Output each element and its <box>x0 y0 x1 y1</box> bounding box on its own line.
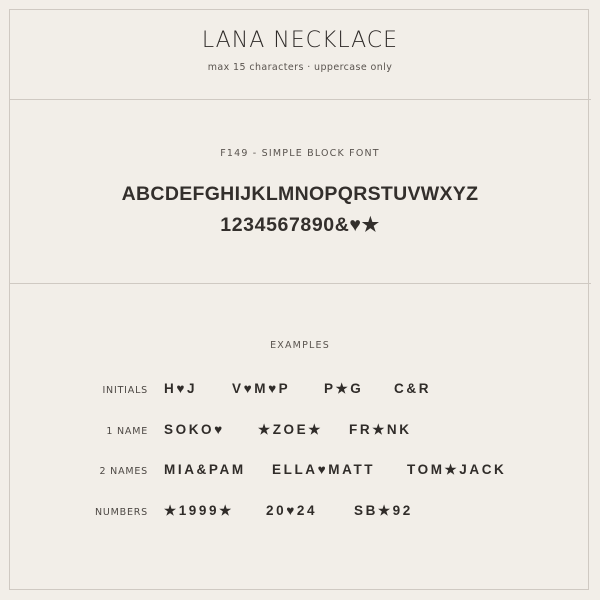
page-subtitle: max 15 characters · uppercase only <box>207 62 393 73</box>
numbers-symbols-sample: 1234567890&♥★ <box>220 214 380 236</box>
example-row-2-names <box>0 462 600 484</box>
example-text: TOM★JACK <box>407 462 507 477</box>
example-text: ★ZOE★ <box>258 422 323 437</box>
divider-middle <box>9 283 591 284</box>
example-text: ELLA♥MATT <box>272 462 376 477</box>
example-text: V♥M♥P <box>232 381 291 396</box>
font-code-label: F149 - SIMPLE BLOCK FONT <box>220 148 380 159</box>
example-text: SB★92 <box>354 503 413 518</box>
examples-heading: EXAMPLES <box>270 340 330 351</box>
example-text: ★1999★ <box>164 503 234 518</box>
example-text: FR★NK <box>349 422 412 437</box>
divider-top <box>9 99 591 100</box>
row-label: 1 NAME <box>106 426 148 437</box>
alphabet-sample: ABCDEFGHIJKLMNOPQRSTUVWXYZ <box>121 183 479 205</box>
example-text: C&R <box>394 381 432 396</box>
row-label: 2 NAMES <box>99 466 148 477</box>
page-title: LANA NECKLACE <box>201 28 399 53</box>
example-text: SOKO♥ <box>164 422 225 437</box>
row-label: INITIALS <box>102 385 148 396</box>
row-label: NUMBERS <box>94 507 148 518</box>
example-row-numbers <box>0 503 600 525</box>
example-text: H♥J <box>164 381 198 396</box>
example-text: MIA&PAM <box>164 462 246 477</box>
example-row-initials <box>0 381 600 403</box>
example-row-1-name <box>0 422 600 444</box>
example-text: 20♥24 <box>266 503 318 518</box>
example-text: P★G <box>324 381 364 396</box>
